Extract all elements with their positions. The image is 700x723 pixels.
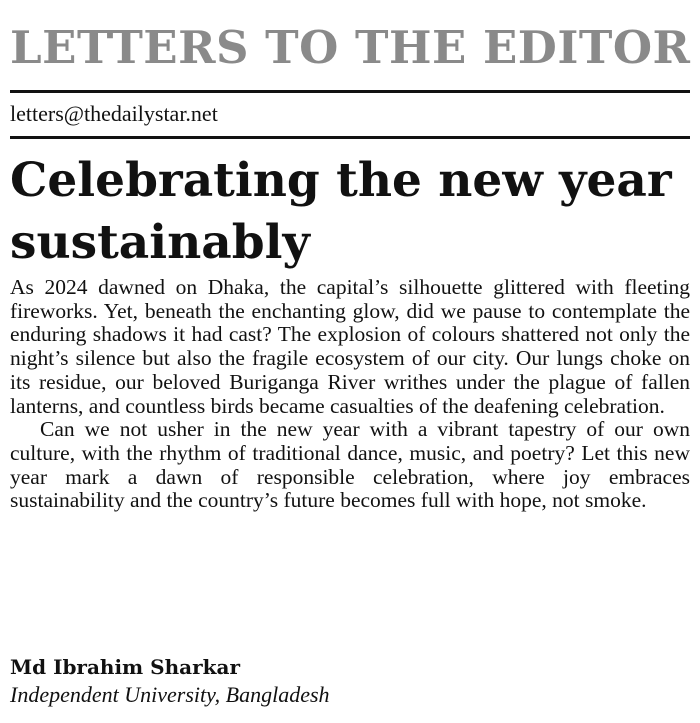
- author-name: Md Ibrahim Sharkar: [10, 655, 241, 679]
- top-divider: [10, 90, 690, 93]
- letter-paragraph-2: Can we not usher in the new year with a vibrant tapestry of our own culture, with the rhythm of traditional dance, music, and poetry? Let this new year mark a dawn of responsible celebration, where joy embraces sustainability and the country’s future becomes full with hope, not smoke.: [10, 417, 690, 513]
- letter-body: [10, 276, 690, 513]
- letters-page: [10, 0, 690, 723]
- letter-paragraph-1: As 2024 dawned on Dhaka, the capital’s silhouette glittered with fleeting fireworks. Yet, beneath the enchanting glow, did we pause to contemplate the enduring shadows it had cast? The explosion of colours shattered not only the night’s silence but also the fragile ecosystem of our city. Our lungs choke on its residue, our beloved Buriganga River writhes under the plague of fallen lanterns, and countless birds became casualties of the deafening celebration.: [10, 275, 690, 418]
- section-title: LETTERS TO THE EDITOR: [10, 21, 691, 74]
- author-affiliation: Independent University, Bangladesh: [10, 682, 330, 707]
- bottom-divider: [10, 136, 690, 139]
- letter-headline: Celebrating the new year sustainably: [10, 153, 672, 270]
- contact-email[interactable]: letters@thedailystar.net: [10, 101, 218, 126]
